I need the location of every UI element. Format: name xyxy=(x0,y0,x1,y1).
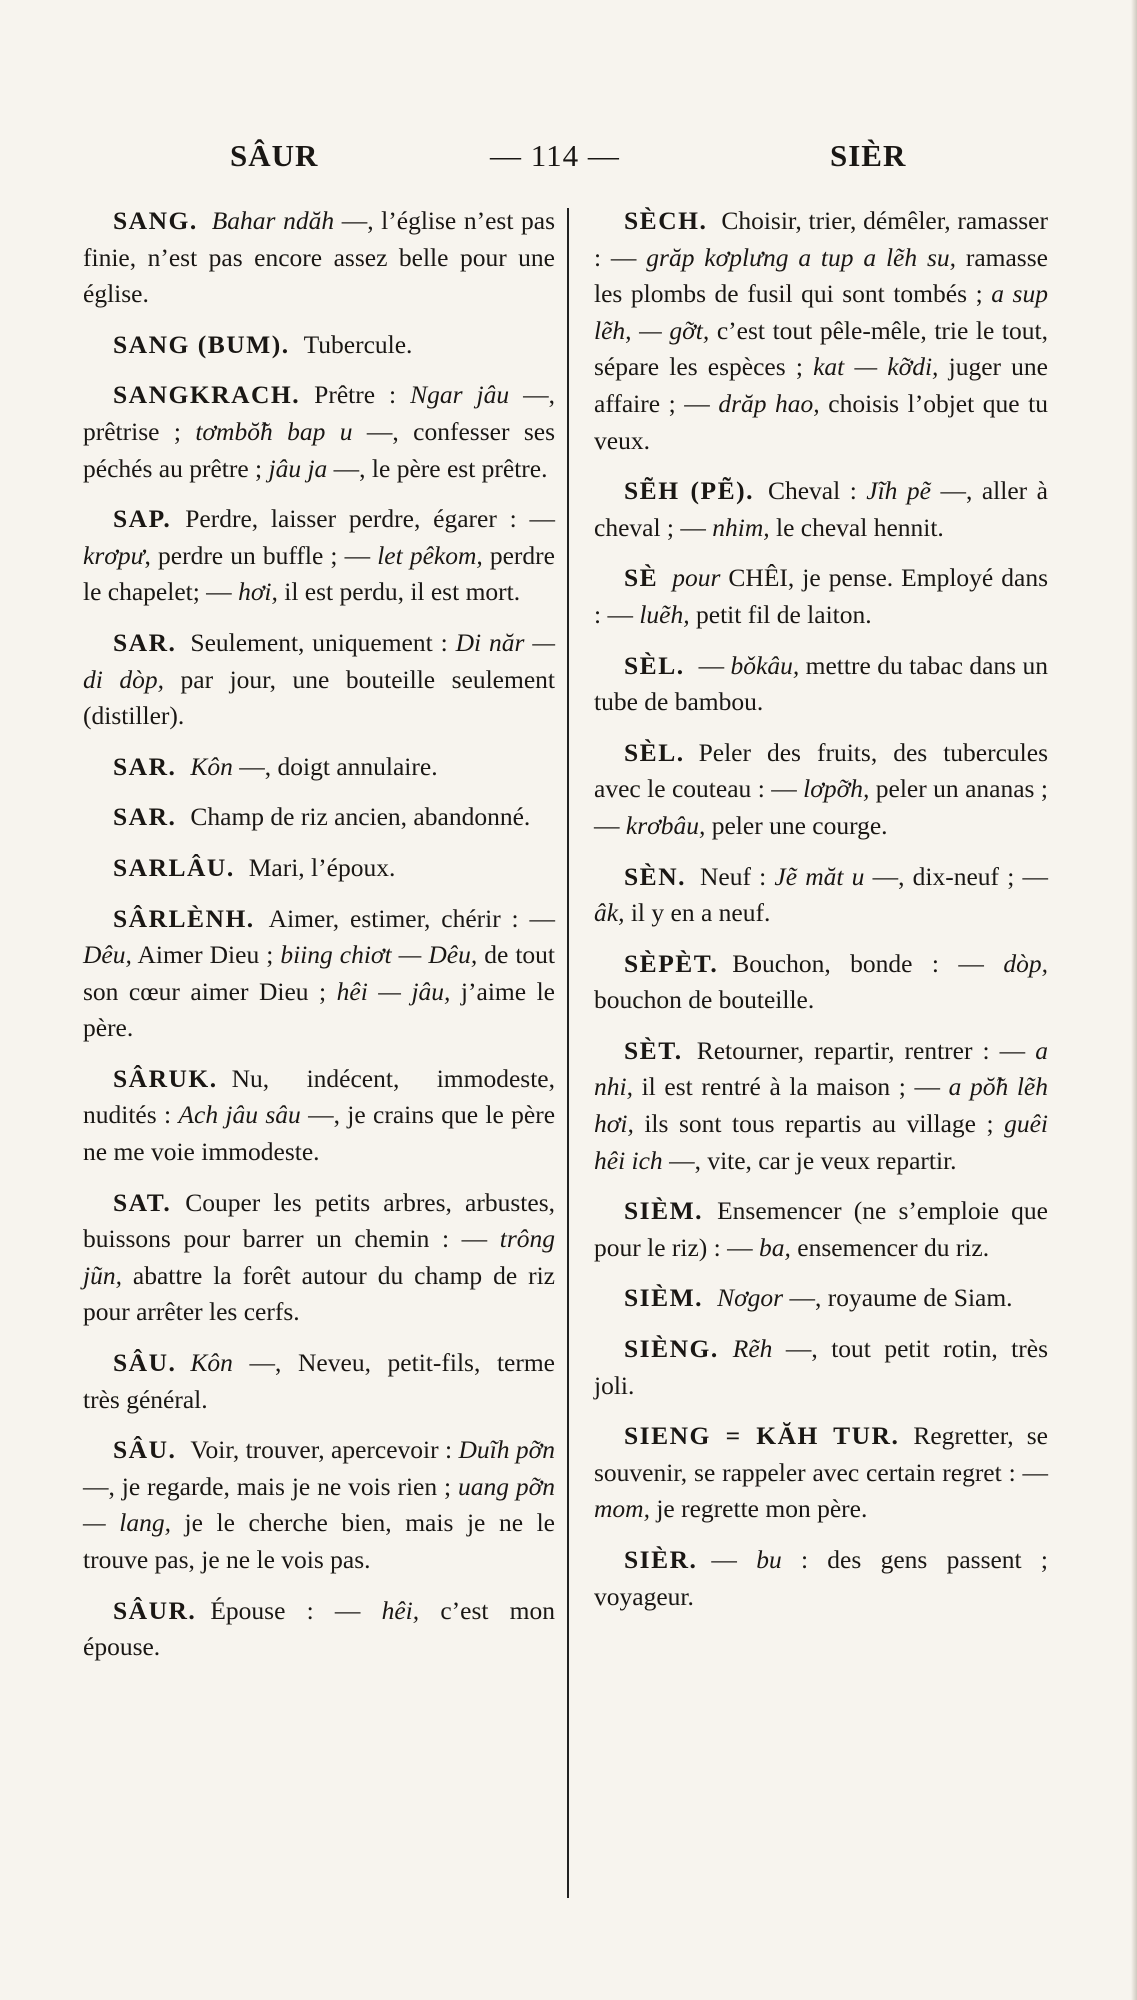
entry-headword: SÈPÈT. xyxy=(624,948,719,978)
entry-headword: SIENG = KĂH TUR. xyxy=(624,1421,900,1451)
entry-definition: je le cherche bien, mais je ne le trouve pas, je ne le vois pas. xyxy=(83,1508,555,1574)
entry-example-italic: a pŏ̃h lẽh hơi, xyxy=(594,1072,1048,1139)
entry-headword: SÈL. xyxy=(624,650,685,680)
entry-definition: Bouchon, bonde : — xyxy=(732,948,1004,978)
entry-definition: Voir, trouver, apercevoir : xyxy=(190,1435,459,1465)
entry-definition: Tubercule. xyxy=(303,329,413,359)
entry-definition: — xyxy=(698,650,731,680)
dictionary-entry xyxy=(83,625,555,735)
entry-definition: —, confesser ses péchés au prêtre ; xyxy=(83,416,556,483)
entry-definition: , perdre un buffle ; — xyxy=(144,540,378,570)
entry-definition: il est rentré à la maison ; — xyxy=(632,1072,949,1102)
entry-example-italic: a nhi, xyxy=(594,1035,1048,1102)
entry-example-italic: Duĩh pỡn xyxy=(458,1435,555,1465)
entry-headword: SÈCH. xyxy=(624,206,708,235)
entry-definition: c’est tout pêle-mêle, trie le tout, sépare les espèces ; xyxy=(594,315,1048,382)
entry-definition: il est perdu, il est mort. xyxy=(277,577,521,607)
entry-example-italic: uang pỡn — lang, xyxy=(83,1471,556,1538)
entry-definition: : des gens passent ; voyageur. xyxy=(594,1545,1048,1611)
dictionary-entry xyxy=(594,1542,1048,1615)
entry-headword: SARLÂU. xyxy=(113,852,235,882)
entry-headword: SAT. xyxy=(113,1187,172,1217)
entry-definition: Cheval : xyxy=(767,476,867,506)
entry-example-italic: Ngar jâu xyxy=(410,380,510,410)
entry-example-italic: Ach jâu sâu xyxy=(178,1100,301,1130)
entry-definition: je regrette mon père. xyxy=(649,1494,868,1524)
entry-headword: SÈ xyxy=(624,563,659,593)
entry-headword: SIÈR. xyxy=(624,1545,698,1574)
entry-definition: — xyxy=(711,1545,757,1574)
entry-definition: abattre la forêt autour du champ de riz pour arrêter les cerfs. xyxy=(83,1260,555,1327)
entry-example-italic: lơpỡh, xyxy=(803,774,870,804)
dictionary-entry xyxy=(83,901,555,1047)
dictionary-entry xyxy=(83,850,555,887)
entry-definition: j’aime le père. xyxy=(83,976,555,1043)
dictionary-entry xyxy=(594,1033,1048,1179)
dictionary-entry xyxy=(594,648,1048,721)
entry-example-italic: nhim, xyxy=(712,512,770,542)
entry-definition: —, je crains que le père ne me voie immodeste. xyxy=(83,1100,556,1167)
entry-definition: Seulement, uniquement : xyxy=(190,627,456,657)
entry-example-italic: bu xyxy=(756,1545,782,1574)
entry-definition: —, tout petit rotin, très joli. xyxy=(594,1334,1048,1400)
entry-definition: Regretter, se souvenir, se rappeler avec certain regret : — xyxy=(594,1421,1049,1487)
entry-definition: ramasse les plombs de fusil qui sont tombés ; xyxy=(594,242,1048,309)
entry-example-italic: tơmbŏ̃h bap u xyxy=(195,416,353,446)
entry-definition: —, prêtrise ; xyxy=(83,380,555,446)
entry-example-italic: guêi hêi ich xyxy=(594,1109,1048,1175)
dictionary-entry xyxy=(83,749,555,786)
dictionary-entry xyxy=(594,1331,1048,1404)
entry-definition: Prêtre : xyxy=(314,380,411,410)
entry-headword: SANG (BUM). xyxy=(113,329,290,359)
entry-headword: SẼH (PẼ). xyxy=(624,476,754,506)
entry-headword: SAP. xyxy=(113,504,172,534)
entry-example-italic: hơi, xyxy=(238,577,278,607)
dictionary-entry xyxy=(594,560,1048,633)
entry-example-italic: Di năr — di dòp, xyxy=(83,627,555,694)
entry-definition: Couper les petits arbres, arbustes, buissons pour barrer un chemin : — xyxy=(83,1187,555,1254)
entry-headword: SÂU. xyxy=(113,1435,177,1465)
entry-example-italic: hêi, xyxy=(381,1595,420,1625)
entry-example-italic: Rẽh xyxy=(732,1334,773,1364)
entry-example-italic: let pêkom, xyxy=(377,540,483,570)
entry-example-italic: trông jũn, xyxy=(83,1224,555,1290)
entry-definition: —, je regarde, mais je ne vois rien ; xyxy=(83,1471,458,1501)
dictionary-entry xyxy=(83,377,555,487)
entry-example-italic: bǒkâu, xyxy=(730,650,800,680)
dictionary-entry xyxy=(83,327,555,364)
running-head-left: SÂUR xyxy=(230,138,319,173)
dictionary-entry xyxy=(83,203,555,313)
entry-definition: Peler des fruits, des tubercules avec le couteau : — xyxy=(594,737,1048,804)
entry-definition: Choisir, trier, démêler, ramasser : — xyxy=(594,206,1048,272)
entry-example-italic: pour xyxy=(672,563,721,593)
right-column xyxy=(594,203,1048,1629)
entry-definition: Nu, indécent, immodeste, nudités : xyxy=(83,1063,555,1130)
entry-headword: SANG. xyxy=(113,206,198,235)
entry-example-italic: âk, xyxy=(594,898,625,928)
entry-definition: il y en a neuf. xyxy=(624,898,771,928)
dictionary-entry xyxy=(594,735,1048,845)
entry-example-italic: grăp kơplưng a tup a lẽh su, xyxy=(646,242,956,272)
entry-definition: ensemencer du riz. xyxy=(790,1232,990,1262)
dictionary-entry xyxy=(83,1185,555,1331)
entry-headword: SÂRUK. xyxy=(113,1063,218,1093)
entry-example-italic: Bahar ndăh xyxy=(211,206,335,235)
entry-definition: Épouse : — xyxy=(210,1595,382,1625)
entry-example-italic: a sup lẽh, — gỡt, xyxy=(594,279,1048,345)
entry-example-italic: biing chiơt — Dêu, xyxy=(280,940,478,970)
entry-example-italic: krơbâu, xyxy=(625,810,706,840)
entry-example-italic: Kôn xyxy=(190,751,233,781)
entry-example-italic: hêi — jâu, xyxy=(336,976,451,1006)
entry-example-italic: krơpư xyxy=(83,540,145,570)
dictionary-entry xyxy=(83,1061,555,1171)
dictionary-entry xyxy=(83,799,555,836)
entry-headword: SIÈNG. xyxy=(624,1334,719,1364)
dictionary-entry xyxy=(594,859,1048,932)
dictionary-entry xyxy=(594,473,1048,546)
entry-definition: c’est mon épouse. xyxy=(83,1595,555,1662)
entry-definition: Champ de riz ancien, abandonné. xyxy=(190,802,531,832)
entry-headword: SÂRLÈNH. xyxy=(113,903,255,933)
entry-example-italic: Jĩh pẽ xyxy=(866,476,931,506)
column-divider xyxy=(567,208,569,1898)
entry-headword: SIÈM. xyxy=(624,1196,704,1226)
left-column xyxy=(83,203,555,1680)
entry-definition: Aimer Dieu ; xyxy=(131,940,281,970)
entry-definition: choisis l’objet que tu veux. xyxy=(594,388,1048,455)
entry-definition: le cheval hennit. xyxy=(769,512,944,542)
entry-headword: SÂU. xyxy=(113,1348,177,1378)
entry-definition: —, dix-neuf ; — xyxy=(864,861,1048,891)
entry-headword: SANGKRACH. xyxy=(113,380,301,410)
entry-headword: SAR. xyxy=(113,627,177,657)
entry-headword: SÈT. xyxy=(624,1035,683,1065)
entry-headword: SAR. xyxy=(113,751,177,781)
entry-definition: Aimer, estimer, chérir : — xyxy=(268,903,555,933)
entry-definition: perdre le chapelet; — xyxy=(83,540,555,607)
entry-example-italic: luẽh, xyxy=(639,599,690,629)
dictionary-entry xyxy=(83,1593,555,1666)
entry-definition: —, Neveu, petit-fils, terme très général. xyxy=(83,1348,555,1414)
entry-definition: peler un ananas ; — xyxy=(594,774,1048,840)
entry-example-italic: Nơgor xyxy=(717,1283,784,1313)
dictionary-entry xyxy=(594,1193,1048,1266)
entry-definition: mettre du tabac dans un tube de bambou. xyxy=(594,650,1049,717)
dictionary-entry xyxy=(83,501,555,611)
entry-definition: par jour, une bouteille seulement (distiller). xyxy=(83,664,555,731)
entry-example-italic: drăp hao, xyxy=(718,388,820,418)
entry-definition: Perdre, laisser perdre, égarer : — xyxy=(185,504,555,534)
entry-definition: peler une courge. xyxy=(705,810,888,840)
entry-definition: —, vite, car je veux repartir. xyxy=(662,1145,957,1175)
entry-headword: SÈN. xyxy=(624,861,686,891)
entry-example-italic: ba, xyxy=(759,1232,791,1262)
dictionary-entry xyxy=(83,1345,555,1418)
dictionary-entry xyxy=(594,1418,1048,1528)
entry-example-italic: Dêu, xyxy=(83,940,132,970)
entry-definition: Mari, l’époux. xyxy=(248,852,396,882)
entry-definition: —, doigt annulaire. xyxy=(232,751,438,781)
running-head-right: SIÈR xyxy=(830,138,907,173)
entry-definition: de tout son cœur aimer Dieu ; xyxy=(83,940,555,1006)
entry-definition: CHÊI, je pense. Employé dans : — xyxy=(594,563,1048,629)
entry-example-italic: Kôn xyxy=(190,1348,233,1378)
entry-headword: SIÈM. xyxy=(624,1283,704,1313)
dictionary-entry xyxy=(594,203,1048,459)
entry-definition: Retourner, repartir, rentrer : — xyxy=(696,1035,1036,1065)
page-edge-shadow xyxy=(1131,0,1137,2000)
entry-definition: petit fil de laiton. xyxy=(689,599,872,629)
entry-definition: —, royaume de Siam. xyxy=(783,1283,1013,1313)
dictionary-entry xyxy=(83,1432,555,1578)
dictionary-entry xyxy=(594,1280,1048,1317)
entry-definition: Neuf : xyxy=(699,861,775,891)
entry-definition: —, le père est prêtre. xyxy=(327,453,548,483)
entry-headword: SÂUR. xyxy=(113,1595,197,1625)
entry-example-italic: jâu ja xyxy=(268,453,328,483)
entry-definition: —, aller à cheval ; — xyxy=(594,476,1048,542)
entry-headword: SÈL. xyxy=(624,737,685,767)
entry-headword: SAR. xyxy=(113,802,177,832)
entry-definition: juger une affaire ; — xyxy=(594,352,1049,418)
page-number: — 114 — xyxy=(490,138,620,173)
entry-definition: ils sont tous repartis au village ; xyxy=(633,1109,1005,1139)
entry-example-italic: Jẽ măt u xyxy=(774,861,865,891)
entry-definition: Ensemencer (ne s’emploie que pour le riz) : — xyxy=(594,1196,1048,1262)
dictionary-entry xyxy=(594,946,1048,1019)
entry-definition: bouchon de bouteille. xyxy=(594,985,815,1015)
entry-example-italic: kat — kỡdi, xyxy=(813,352,939,382)
entry-example-italic: dòp, xyxy=(1003,948,1048,978)
entry-example-italic: mom, xyxy=(594,1494,650,1524)
entry-definition: —, l’église n’est pas finie, n’est pas encore assez belle pour une église. xyxy=(83,206,555,309)
